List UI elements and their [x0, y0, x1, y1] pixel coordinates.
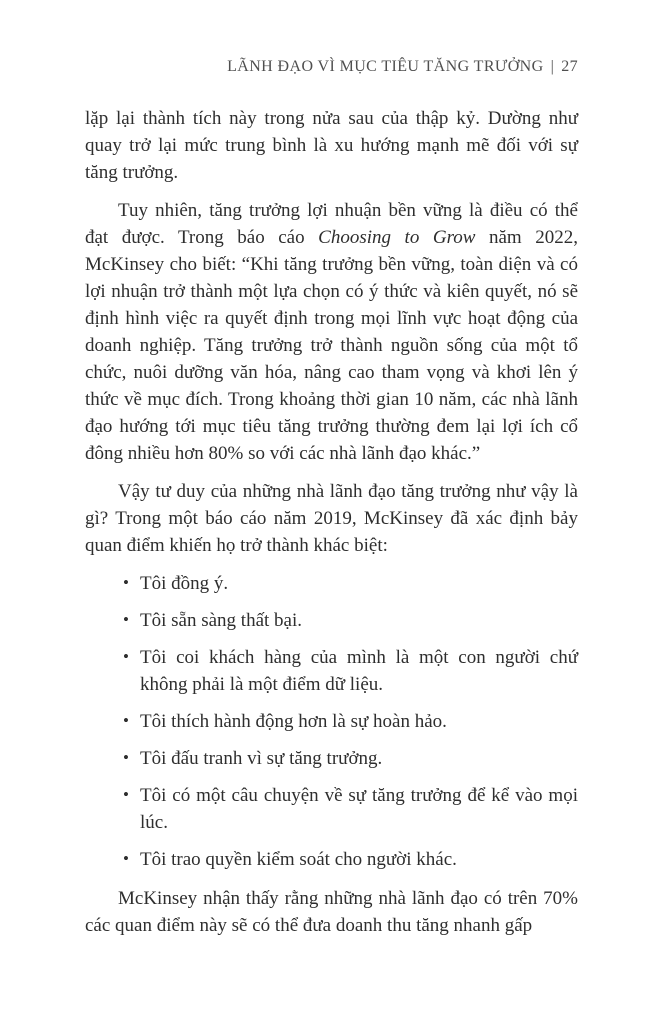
paragraph-continuation: lặp lại thành tích này trong nửa sau của thập kỷ. Dường như quay trở lại mức trung bình là xu hướng mạnh mẽ đối với sự tăng trưởng. — [85, 108, 578, 183]
report-title-italic: Choosing to Grow — [318, 227, 476, 248]
bullet-icon: • — [123, 573, 129, 592]
bullet-icon: • — [123, 785, 129, 804]
list-item-text: Tôi trao quyền kiểm soát cho người khác. — [140, 849, 457, 870]
list-item-text: Tôi thích hành động hơn là sự hoàn hảo. — [140, 711, 447, 732]
bullet-icon: • — [123, 711, 129, 730]
list-item — [85, 644, 578, 698]
running-header — [0, 0, 664, 77]
page-body — [0, 105, 664, 939]
paragraph-text: năm 2022, McKinsey cho biết: “Khi tăng trưởng bền vững, toàn diện và có lợi nhuận trở thành một lựa chọn có ý thức và kiên quyết, nó sẽ định hình việc ra quyết định trong mọi lĩnh vực hoạt động của doanh nghiệp. Tăng trưởng trở thành nguồn sống của một tổ chức, nuôi dưỡng văn hóa, nâng cao tham vọng và khơi lên ý thức về mục đích. Trong khoảng thời gian 10 năm, các nhà lãnh đạo hướng tới mục tiêu tăng trưởng thường đem lại lợi ích cổ đông nhiều hơn 80% so với các nhà lãnh đạo khác.” — [85, 227, 578, 464]
list-item — [85, 846, 578, 873]
paragraph-text: Tuy nhiên, tăng trưởng lợi nhuận bền vững là điều có thể đạt được. Trong báo cáo — [85, 200, 578, 248]
mindset-bullet-list — [85, 570, 578, 873]
page-number: 27 — [561, 58, 578, 75]
list-item-text: Tôi coi khách hàng của mình là một con người chứ không phải là một điểm dữ liệu. — [140, 647, 578, 695]
list-item-text: Tôi có một câu chuyện về sự tăng trưởng để kể vào mọi lúc. — [140, 785, 578, 833]
list-item — [85, 745, 578, 772]
bullet-icon: • — [123, 610, 129, 629]
bullet-icon: • — [123, 849, 129, 868]
paragraph-mckinsey-2022 — [85, 197, 578, 467]
bullet-icon: • — [123, 647, 129, 666]
list-item — [85, 570, 578, 597]
header-separator: | — [550, 58, 555, 75]
list-item — [85, 708, 578, 735]
bullet-icon: • — [123, 748, 129, 767]
list-item — [85, 607, 578, 634]
list-item-text: Tôi sẵn sàng thất bại. — [140, 610, 302, 631]
list-item — [85, 782, 578, 836]
list-item-text: Tôi đồng ý. — [140, 573, 229, 594]
running-title: LÃNH ĐẠO VÌ MỤC TIÊU TĂNG TRƯỞNG — [227, 58, 544, 75]
list-item-text: Tôi đấu tranh vì sự tăng trưởng. — [140, 748, 383, 769]
paragraph-closing: McKinsey nhận thấy rằng những nhà lãnh đạo có trên 70% các quan điểm này sẽ có thể đưa doanh thu tăng nhanh gấp — [85, 888, 578, 936]
paragraph-mckinsey-2019: Vậy tư duy của những nhà lãnh đạo tăng trưởng như vậy là gì? Trong một báo cáo năm 2019, McKinsey đã xác định bảy quan điểm khiến họ trở thành khác biệt: — [85, 481, 578, 556]
